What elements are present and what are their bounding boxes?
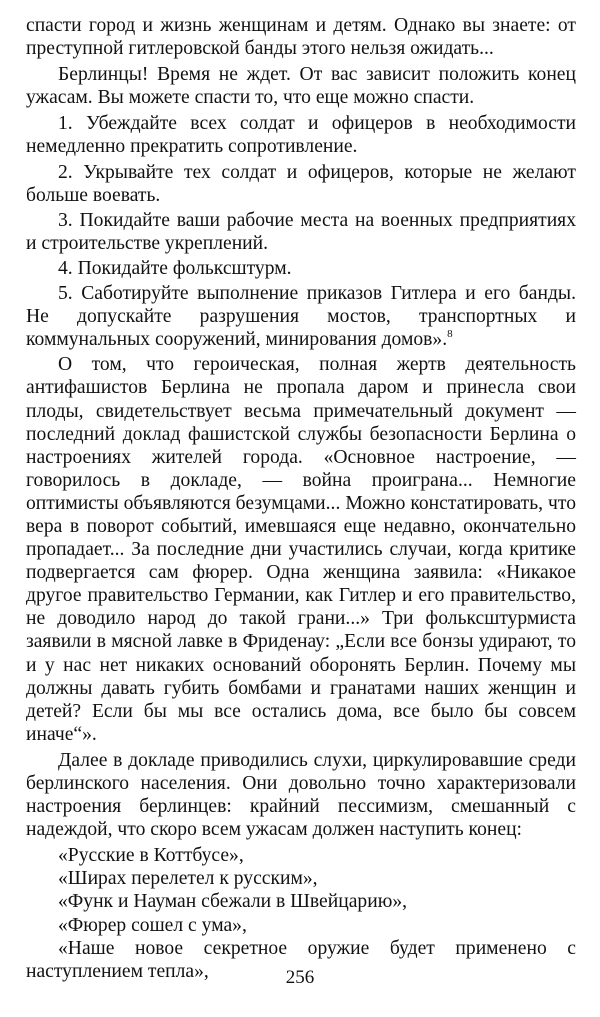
rumor-line: «Русские в Коттбусе», <box>58 845 244 867</box>
footnote-reference: 8 <box>447 328 453 341</box>
rumor-line: «Функ и Науман сбежали в Швейцарию», <box>58 891 408 913</box>
rumor-line: «Фюрер сошел с ума», <box>58 914 247 936</box>
rumor-line: «Ширах перелетел к русским», <box>58 868 318 890</box>
appeal-item-2: 2. Укрывайте тех солдат и офицеров, которые не желают больше воевать. <box>26 161 576 206</box>
appeal-item-1: 1. Убеждайте всех солдат и офицеров в необходимости немедленно прекратить сопротивление. <box>26 113 576 158</box>
appeal-paragraph: Берлинцы! Время не ждет. От вас зависит положить конец ужасам. Вы можете спасти то, что еще можно спасти. <box>26 64 576 109</box>
appeal-item-5-text: 5. Саботируйте выполнение приказов Гитлера и его банды. Не допускайте разрушения мостов, транспортных и коммунальных сооружений, минирования домов». <box>26 283 576 351</box>
report-paragraph: О том, что героическая, полная жертв деятельность антифашистов Берлина не пропала даром и принесла свои плоды, свидетельствует весьма примечательный документ — последний доклад фашистской службы безопасности Берлина о настроениях жителей города. «Основное настроение, — говорилось в докладе, — война проиграна... Немногие оптимисты объявляются безумцами... Можно констатировать, что вера в поворот событий, имевшаяся еще недавно, окончательно пропадает... За последние дни участились случаи, когда критике подвергается сам фюрер. Одна женщина заявила: «Никакое другое правительство Германии, как Гитлер и его правительство, не доводило народ до такой грани...» Три фольксштурмиста заявили в мясной лавке в Фриденау: „Если все бонзы удирают, то и у нас нет никаких оснований оборонять Берлин. Почему мы должны давать губить бомбами и гранатами наших женщин и детей? Если бы мы все остались дома, все было бы совсем иначе“». <box>26 354 576 745</box>
appeal-item-4: 4. Покидайте фольксштурм. <box>58 257 292 279</box>
rumor-line: «Наше новое секретное оружие будет применено с наступлением тепла», <box>26 937 576 982</box>
appeal-item-3: 3. Покидайте ваши рабочие места на военных предприятиях и строительстве укреплений. <box>26 209 576 254</box>
rumors-intro-paragraph: Далее в докладе приводились слухи, циркулировавшие среди берлинского населения. Они довольно точно характеризовали настроения берлинцев: крайний пессимизм, смешанный с надеждой, что скоро всем ужасам должен наступить конец: <box>26 749 576 841</box>
appeal-item-5 <box>26 282 576 351</box>
page-number: 256 <box>285 967 315 988</box>
opening-paragraph: спасти город и жизнь женщинам и детям. Однако вы знаете: от преступной гитлеровской банды этого нельзя ожидать... <box>26 15 576 60</box>
